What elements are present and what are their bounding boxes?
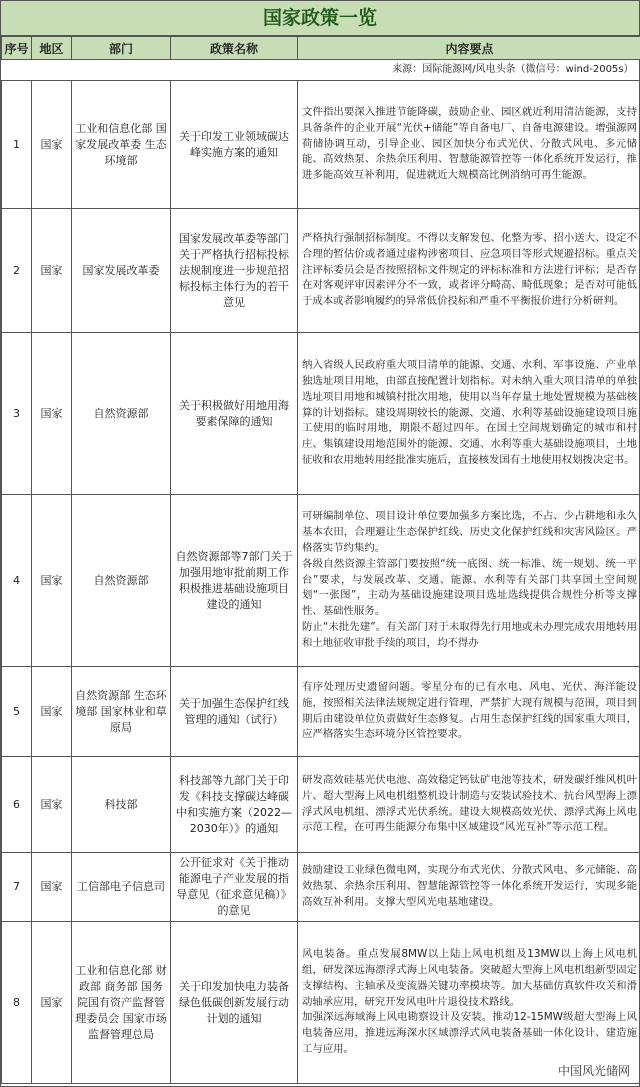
row-number: 5 <box>2 667 32 757</box>
row-content <box>298 209 640 333</box>
table-header-row <box>2 37 640 60</box>
row-policy-name: 关于加强生态保护红线管理的通知（试行） <box>171 667 298 757</box>
content-paragraph: 鼓励建设工业绿色微电网，实现分布式光伏、分散式风电、多元储能、高效热泵、余热余压利用、智慧能源管控等一体化系统开发运行，实现多能高效互补利用。支撑大型风光电基地建设。 <box>302 864 637 908</box>
header-no: 序号 <box>2 37 32 60</box>
row-dept: 自然资源部 生态环境部 国家林业和草原局 <box>72 667 171 757</box>
row-number: 8 <box>2 922 32 1084</box>
row-region: 国家 <box>32 757 72 853</box>
row-content <box>298 81 640 209</box>
content-paragraph: 严格执行强制招标制度。不得以支解发包、化整为零、招小送大、设定不合理的暂估价或者通过虚构涉密项目、应急项目等形式规避招标。重点关注评标委员会是否按照招标文件规定的评标标准和方法进行评标；是否存在对客观评审因素评分不一致，或者评分畸高、畸低现象；是否对可能低于成本或者影响履约的异常低价投标和严重不平衡报价进行分析研判。 <box>302 232 637 308</box>
table-row <box>2 495 640 667</box>
row-region: 国家 <box>32 333 72 495</box>
row-number: 4 <box>2 495 32 667</box>
row-number: 2 <box>2 209 32 333</box>
content-paragraph: 有序处理历史遗留问题。零星分布的已有水电、风电、光伏、海洋能设施，按照相关法律法规规定进行管理，严禁扩大现有规模与范围，项目到期后由建设单位负责做好生态修复。占用生态保护红线的国家重大项目，应严格落实生态环境分区管控要求。 <box>302 680 637 741</box>
header-name: 政策名称 <box>171 37 298 60</box>
row-region: 国家 <box>32 667 72 757</box>
source-row <box>2 60 640 81</box>
watermark: 中国风光储网 <box>555 1061 633 1080</box>
table-body <box>2 81 640 1084</box>
header-content: 内容要点 <box>298 37 640 60</box>
row-policy-name: 科技部等九部门关于印发《科技支撑碳达峰碳中和实施方案（2022—2030年）》的通知 <box>171 757 298 853</box>
row-policy-name: 公开征求对《关于推动能源电子产业发展的指导意见（征求意见稿）》的意见 <box>171 853 298 922</box>
content-paragraph: 文件指出要深入推进节能降碳，鼓励企业、园区就近利用清洁能源，支持具备条件的企业开展“光伏+储能”等自备电厂、自备电源建设。增强源网荷储协调互动，引导企业、园区加快分布式光伏、分散式风电、多元储能、高效热泵、余热余压利用、智慧能源管控等一体化系统开发运行，推进多能高效互补利用，促进就近大规模高比例消纳可再生能源。 <box>302 106 637 182</box>
header-dept: 部门 <box>72 37 171 60</box>
header-region: 地区 <box>32 37 72 60</box>
content-paragraph: 防止“未批先建”。有关部门对于未取得先行用地或未办理完成农用地转用和土地征收审批手续的项目，均不得办 <box>302 620 637 649</box>
row-content <box>298 667 640 757</box>
row-content <box>298 495 640 667</box>
row-region: 国家 <box>32 209 72 333</box>
table-row <box>2 209 640 333</box>
row-dept: 自然资源部 <box>72 495 171 667</box>
row-dept: 工信部电子信息司 <box>72 853 171 922</box>
row-region: 国家 <box>32 81 72 209</box>
table-row <box>2 922 640 1084</box>
table-row <box>2 853 640 922</box>
row-dept: 国家发展改革委 <box>72 209 171 333</box>
row-region: 国家 <box>32 922 72 1084</box>
row-policy-name: 关于印发工业领域碳达峰实施方案的通知 <box>171 81 298 209</box>
content-paragraph: 风电装备。重点发展8MW以上陆上风电机组及13MW以上海上风电机组，研发深远海漂浮式海上风电装备。突破超大型海上风电机组新型固定支撑结构、主轴承及变流器关键功率模块等。加大基础仿真软件攻关和滑动轴承应用，研究开发风电叶片退役技术路线。 <box>302 948 637 1008</box>
row-number: 1 <box>2 81 32 209</box>
row-policy-name: 自然资源部等7部门关于加强用地审批前期工作积极推进基础设施项目建设的通知 <box>171 495 298 667</box>
row-dept: 科技部 <box>72 757 171 853</box>
row-policy-name: 关于积极做好用地用海要素保障的通知 <box>171 333 298 495</box>
row-policy-name: 关于印发加快电力装备绿色低碳创新发展行动计划的通知 <box>171 922 298 1084</box>
row-region: 国家 <box>32 495 72 667</box>
content-paragraph: 可研编制单位、项目设计单位要加强多方案比选，不占、少占耕地和永久基本农田，合理避让生态保护红线、历史文化保护红线和灾害风险区。严格落实节约集约。 <box>302 510 637 554</box>
row-number: 7 <box>2 853 32 922</box>
content-paragraph: 研发高效硅基光伏电池、高效稳定钙钛矿电池等技术，研发碳纤维风机叶片、超大型海上风电机组整机设计制造与安装试验技术、抗台风型海上漂浮式风电机组、漂浮式光伏系统。建设大规模高效光伏、漂浮式海上风电示范工程，在可再生能源分布集中区域建设“风光互补”等示范工程。 <box>302 773 637 834</box>
content-paragraph: 加强深远海域海上风电勘察设计及安装。推动12-15MW级超大型海上风电装备应用，推进远海深水区域漂浮式风电装备基础一体化设计、建造施工与应用。 <box>302 1011 637 1055</box>
row-number: 6 <box>2 757 32 853</box>
row-content <box>298 853 640 922</box>
row-content <box>298 922 640 1084</box>
policy-table <box>1 36 640 1084</box>
row-policy-name: 国家发展改革委等部门关于严格执行招标投标法规制度进一步规范招标投标主体行为的若干意见 <box>171 209 298 333</box>
row-content <box>298 333 640 495</box>
row-dept: 工业和信息化部 财政部 商务部 国务院国有资产监督管理委员会 国家市场监督管理总局 <box>72 922 171 1084</box>
content-paragraph: 纳入省级人民政府重大项目清单的能源、交通、水利、军事设施、产业单独选址项目用地，由部直接配置计划指标。对未纳入重大项目清单的单独选址项目用地和城镇村批次用地，使用以当年存量土地处置规模为基础核算的计划指标。建设周期较长的能源、交通、水利等基础设施建设项目施工使用的临时用地，期限不超过四年。在国土空间规划确定的城市和村庄、集镇建设用地范围外的能源、交通、水利等重大基础设施项目，土地征收和农用地转用经批准实施后，直接核发国有土地使用权划拨决定书。 <box>302 359 637 466</box>
row-dept: 自然资源部 <box>72 333 171 495</box>
row-region: 国家 <box>32 853 72 922</box>
row-number: 3 <box>2 333 32 495</box>
page-title: 国家政策一览 <box>1 1 639 36</box>
table-row <box>2 757 640 853</box>
content-paragraph: 各级自然资源主管部门要按照“统一底图、统一标准、统一规划、统一平台”要求，与发展改革、交通、能源、水利等有关部门共享国土空间规划“一张图”，主动为基础设施建设项目选址选线提供合规性分析等支撑性、基础性服务。 <box>302 557 637 618</box>
row-content <box>298 757 640 853</box>
table-row <box>2 667 640 757</box>
row-dept: 工业和信息化部 国家发展改革委 生态环境部 <box>72 81 171 209</box>
source-line: 来源：国际能源网/风电头条（微信号：wind-2005s） <box>2 60 640 81</box>
table-row <box>2 333 640 495</box>
table-row <box>2 81 640 209</box>
